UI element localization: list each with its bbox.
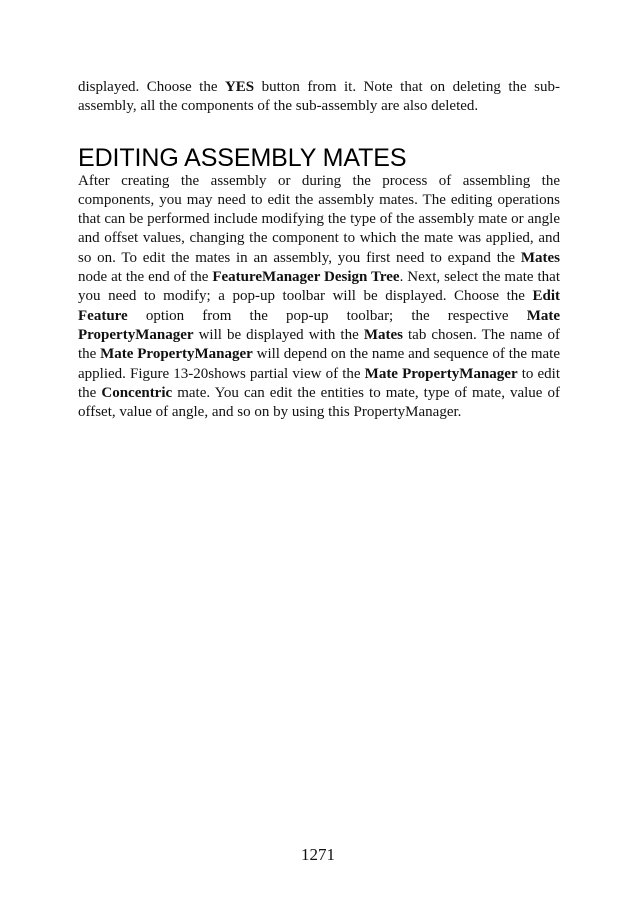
body-text-1: After creating the assembly or during the process of assembling the components, you may need to edit the assembly mates. The editing operations that can be performed include modifying the type of the assembly mate or angle and offset values, changing the component to which the mate was applied, and so on. To edit the mates in an assembly, you first need to expand the — [78, 172, 560, 266]
concentric-term: Concentric — [101, 384, 173, 401]
body-text-3: . Next, select the mate that you need to modify; a pop-up toolbar will be displayed. Choose the — [78, 269, 560, 305]
intro-paragraph — [78, 78, 560, 117]
body-text-7: will depend on the name and sequence of the mate applied. Figure 13-20shows partial view of the — [78, 346, 561, 382]
yes-term: YES — [224, 79, 255, 95]
body-text-8: to edit the — [78, 365, 560, 401]
page-number: 1271 — [301, 845, 335, 864]
page-content — [78, 78, 560, 422]
mate-propertymanager-term-3: Mate PropertyManager — [364, 365, 518, 382]
mates-tab-term: Mates — [363, 326, 403, 343]
intro-text-1: displayed. Choose the — [78, 79, 225, 95]
section-paragraph — [78, 172, 560, 423]
section-heading: EDITING ASSEMBLY MATES — [78, 143, 407, 172]
body-text-6: tab chosen. The name of the — [78, 326, 560, 363]
body-text-5: will be displayed with the — [193, 326, 364, 343]
body-text-9: mate. You can edit the entities to mate, type of mate, value of offset, value of angle, and so on by using this PropertyManager. — [78, 384, 560, 421]
mate-propertymanager-term-1: Mate PropertyManager — [78, 307, 560, 343]
body-text-4: option from the pop-up toolbar; the respective — [127, 307, 527, 324]
body-text-2: node at the end of the — [78, 269, 213, 286]
intro-text-2: button from it. Note that on deleting the sub-assembly, all the components of the sub-assembly are also deleted. — [78, 79, 560, 115]
mates-term: Mates — [520, 249, 560, 266]
featuremanager-term: FeatureManager Design Tree — [212, 269, 400, 286]
mate-propertymanager-term-2: Mate PropertyManager — [100, 346, 253, 363]
edit-feature-term: Edit Feature — [78, 288, 560, 324]
